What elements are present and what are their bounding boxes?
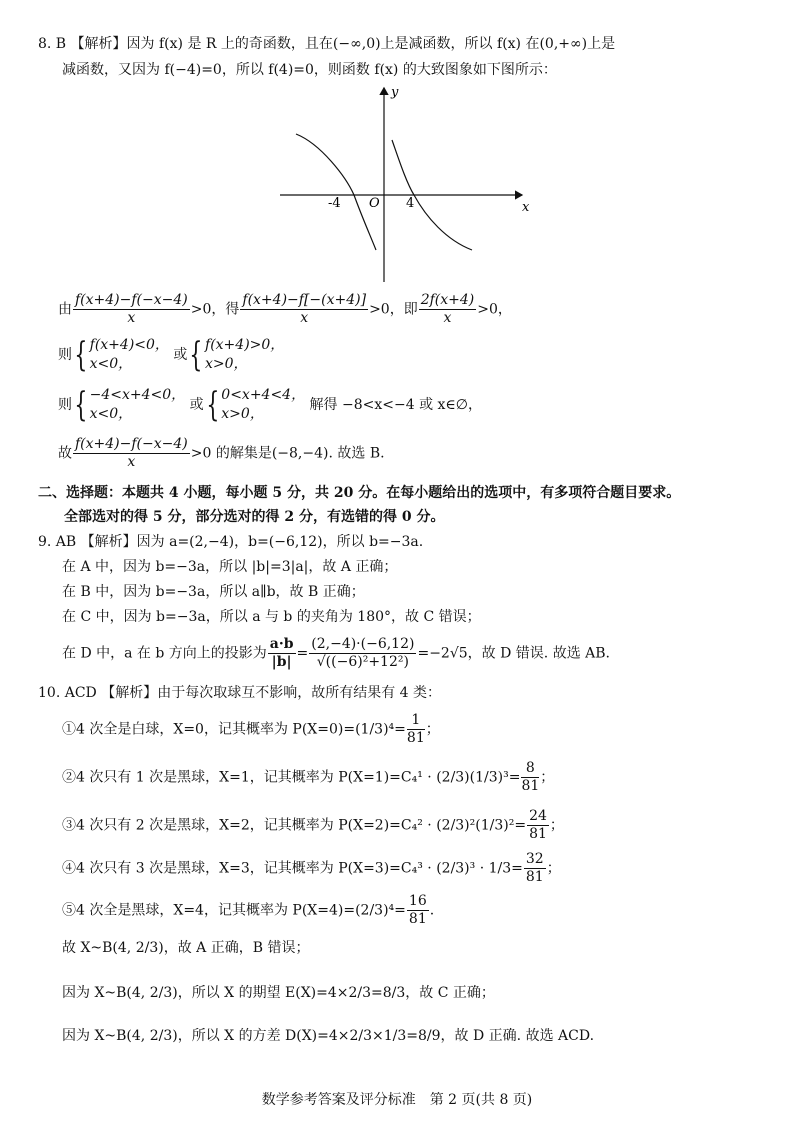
q10-head: 10. ACD 【解析】由于每次取球互不影响，故所有结果有 4 类： [38,685,442,701]
q10-conclusion-3: 因为 X~B(4, 2/3)，所以 X 的方差 D(X)=4×2/3×1/3=8/9，故 D 正确. 故选 ACD. [62,1028,595,1044]
step1-frac1: $\frac{f(x+4)-f(-x-4)}{x}$ [75,292,188,326]
page-footer: 数学参考答案及评分标准 第 2 页(共 8 页) [261,1092,533,1108]
q10-item-4: ④4 次只有 3 次是黑球，X=3，记其概率为 P(X=3)=C₄³ · (2/3)³ · 1/3= $\frac{32}{81}$ ； [62,851,561,885]
step1-mid2: >0，即 [369,301,418,318]
q9-head: 9. AB 【解析】因为 a=(2,−4)，b=(−6,12)，所以 b=−3a. [38,534,424,550]
q8-step4: 故 $\frac{f(x+4)-f(-x-4)}{x}$ >0 的解集是(−8,−4). 故选 B. [58,436,385,470]
y-axis-label: y [391,85,399,100]
q10-item-3: ③4 次只有 2 次是黑球，X=2，记其概率为 P(X=2)=C₄² · (2/3)²(1/3)²= $\frac{24}{81}$ ； [62,808,564,842]
step2-system-b: f(x+4)>0， x>0， [205,337,285,372]
q8-step3: 则{ −4<x+4<0， x<0， 或{ 0<x+4<4， x>0， 解得 −8<x<−4 或 x∈∅， [58,385,482,425]
step3-system-b: 0<x+4<4， x>0， [221,387,306,422]
q10-item-2: ②4 次只有 1 次是黑球，X=1，记其概率为 P(X=1)=C₄¹ · (2/3)(1/3)³= $\frac{8}{81}$ ； [62,760,555,794]
section2-title: 二、选择题：本题共 4 小题，每小题 5 分，共 20 分。在每小题给出的选项中，有多项符合题目要求。 [38,485,681,501]
q10-item-5: ⑤4 次全是黑球，X=4，记其概率为 P(X=4)=(2/3)⁴= $\frac{16}{81}$ . [62,893,435,927]
pos-four-label: 4 [406,196,415,211]
q10-conclusion-1: 故 X~B(4, 2/3)，故 A 正确，B 错误； [62,940,310,956]
section2-rules: 全部选对的得 5 分，部分选对的得 2 分，有选错的得 0 分。 [64,509,445,525]
step1-post: >0， [477,301,512,318]
step3-system-a: −4<x+4<0， x<0， [89,387,186,422]
q9-option-d: 在 D 中，a 在 b 方向上的投影为 $\frac{a\cdot b}{|b|}$ = $\frac{(2,-4)\cdot(-6,12)}{\text{√((−6)²+12²)}}$ =−2√5，故 D 错误. 故选 AB. [62,636,610,670]
step4-frac: $\frac{f(x+4)-f(-x-4)}{x}$ [75,436,188,470]
neg-four-label: -4 [328,196,341,211]
q9-calc-frac: $\frac{(2,-4)\cdot(-6,12)}{\text{√((−6)²+12²)}}$ [311,636,415,670]
curve-left [296,134,376,250]
x-axis-label: x [522,200,530,215]
q10-conclusion-2: 因为 X~B(4, 2/3)，所以 X 的期望 E(X)=4×2/3=8/3，故 C 正确； [62,985,495,1001]
step2-system-a: f(x+4)<0， x<0， [89,337,169,372]
step1-mid1: >0，得 [190,301,240,318]
q9-option-a: 在 A 中，因为 b=−3a，所以 |b|=3|a|，故 A 正确； [62,559,398,575]
q9-option-c: 在 C 中，因为 b=−3a，所以 a 与 b 的夹角为 180°，故 C 错误； [62,609,481,625]
q8-step1 [58,292,512,327]
step1-pre: 由 [58,301,72,318]
q10-item-1: ①4 次全是白球，X=0，记其概率为 P(X=0)=(1/3)⁴= $\frac{1}{81}$ ； [62,712,440,746]
step1-frac3: $\frac{2f(x+4)}{x}$ [420,292,475,326]
q9-option-b: 在 B 中，因为 b=−3a，所以 a∥b，故 B 正确； [62,584,365,600]
q8-step2: 则{ f(x+4)<0， x<0， 或{ f(x+4)>0， x>0， [58,335,285,375]
q8-line2: 减函数，又因为 f(−4)=0，所以 f(4)=0，则函数 f(x) 的大致图象如下图所示： [62,62,557,78]
q9-proj-frac: $\frac{a\cdot b}{|b|}$ [269,636,294,670]
step1-frac2: $\frac{f(x+4)-f[-(x+4)]}{x}$ [242,292,367,326]
function-graph [276,82,546,287]
origin-label: O [369,196,380,211]
q8-line1: 8. B 【解析】因为 f(x) 是 R 上的奇函数，且在(−∞,0)上是减函数，所以 f(x) 在(0,+∞)上是 [38,36,616,52]
